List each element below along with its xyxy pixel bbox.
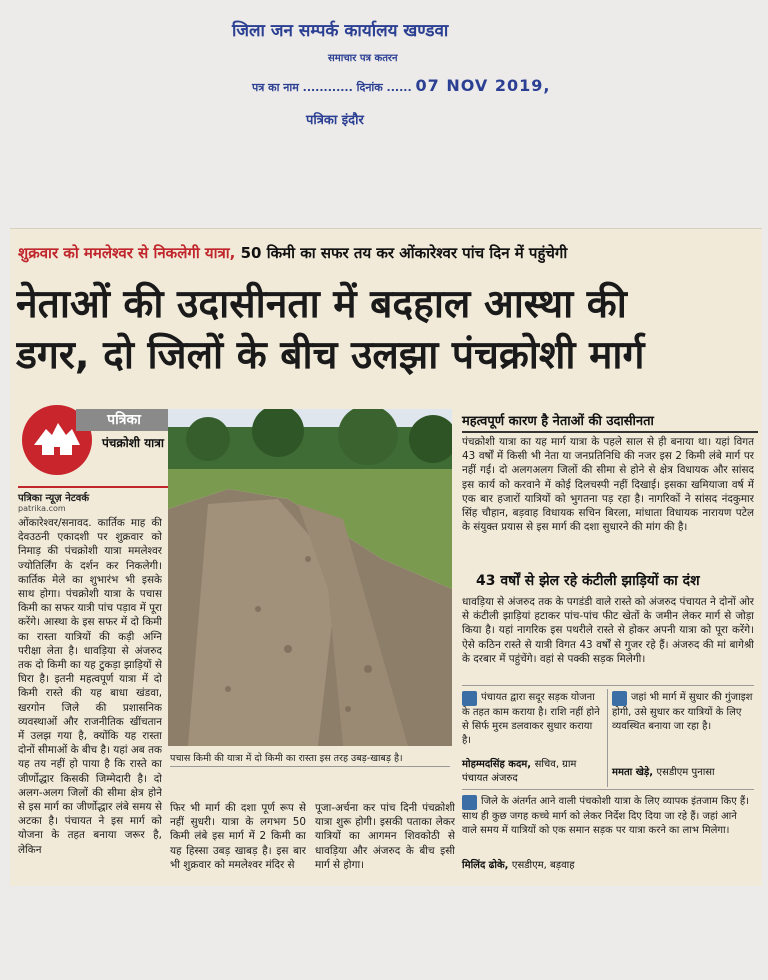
- quote-2-text: जहां भी मार्ग में सुधार की गुंजाइश होगी, उसे सुधार कर यात्रियों के लिए व्यवस्थित बनाया जा रहा है।: [612, 692, 753, 732]
- quote-3-name: मिलिंद ढोके,: [462, 860, 509, 871]
- quote-3-attribution: [462, 857, 754, 871]
- byline-name: पत्रिका न्यूज़ नेटवर्क: [18, 493, 90, 504]
- quote-2-role: एसडीएम पुनासा: [656, 767, 715, 778]
- subhead-1: महत्वपूर्ण कारण है नेताओं की उदासीनता: [462, 411, 758, 433]
- quote-icon: [462, 795, 477, 810]
- byline: [18, 486, 168, 513]
- quote-3-text: जिले के अंतर्गत आने वाली पंचकोशी यात्रा के लिए व्यापक इंतजाम किए हैं। साथ ही कुछ जगह कच्चे मार्ग को लेकर निर्देश दिए दिया जा रहे हैं। जहां आने वाले समय में यात्रियों को एक समान सड़क पर यात्रा करने का लाभ मिलेगा।: [462, 796, 750, 836]
- stamp-date-line: [252, 76, 550, 95]
- divider-vertical: [607, 689, 608, 787]
- quote-3: [462, 795, 754, 851]
- article-column-1: ओंकारेश्वर/सनावद. कार्तिक माह की देवउठनी एकादशी पर शुक्रवार को निमाड़ की पंचक्रोशी यात्रा ममलेश्वर ज्योतिर्लिंग के दर्शन कर निकलेगी। कार्तिक मेले का शुभारंभ भी इसके साथ होगा। पंचक्रोशी यात्रा के पचास किमी का सफर यात्री पांच पड़ाव में पूरा करेंगे। आस्था के इस सफर में दो किमी का रास्ता यात्रियों की कड़ी अग्नि परीक्षा लेता है। धावड़िया से अंजरुद तक दो किमी का यह टुकड़ा झाड़ियों से घिरा है। इतनी महत्वपूर्ण यात्रा में दो किमी रास्ते की यह बाधा खंडवा, खरगोन जिले की प्रशासनिक व्यवस्थाओं और राजनीतिक खींचतान में उलझ गया है, क्योंकि यह रास्ता दोनों सीमाओं के बीच है। यहां अब तक यह तय नहीं हो पाया है कि रास्ते का जीर्णोद्धार किसकी जिम्मेदारी है। दो अलग-अलग जिलों की सीमा क्षेत्र होने से इस मार्ग का जीर्णोद्धार लंबे समय से अटका है। पंचायत ने इस मार्ग को योजना के तहत बनाया जरूर है, लेकिन: [18, 517, 162, 856]
- logo-brand: पत्रिका: [76, 409, 172, 431]
- quote-1-attribution: [462, 756, 602, 784]
- paragraph-2: धावड़िया से अंजरुद तक के पगडंडी वाले रास्ते को अंजरुद पंचायत ने दोनों ओर से कंटीली झाड़ियां हटाकर पांच-पांच फीट खेतों के जमीन लेकर मार्ग से जोड़ा किया है। यहां नागरिक इस पथरीले रास्ते से होकर अपनी यात्रा को पूरा करेंगे। ऐसे कठिन रास्ते से यात्री विगत 43 वर्षों से गुजर रहे हैं। अंजरुद की मां बागेश्री के दरबार में पहुंचेंगे। वहां से पक्की सड़क मिलेगी।: [462, 596, 754, 665]
- article-column-2: फिर भी मार्ग की दशा पूर्ण रूप से नहीं सुधरी। यात्रा के लगभग 50 किमी लंबे इस मार्ग में 2 किमी का यह हिस्सा उबड़ खाबड़ है। इस बार भी शुक्रवार को ममलेश्वर मंदिर से: [170, 802, 306, 871]
- quote-1-name: मोहम्मदसिंह कदम,: [462, 759, 532, 770]
- byline-website: patrika.com: [18, 504, 66, 513]
- quote-2: [612, 691, 754, 751]
- kicker-red: शुक्रवार को ममलेश्वर से निकलेगी यात्रा,: [18, 244, 236, 262]
- headline-line-1: नेताओं की उदासीनता में बदहाल आस्था की: [16, 282, 627, 327]
- stamp-paper-name: पत्रिका इंदौर: [306, 113, 364, 128]
- newspaper-clipping: [10, 228, 762, 886]
- logo-series: पंचक्रोशी यात्रा: [101, 436, 164, 450]
- quote-2-name: ममता खेड़े,: [612, 767, 654, 778]
- stamp-date-label: दिनांक ......: [356, 81, 412, 94]
- quote-3-role: एसडीएम, बड़वाह: [511, 860, 575, 871]
- stamp-office: जिला जन सम्पर्क कार्यालय खण्डवा: [232, 21, 449, 41]
- road-photo: [168, 409, 452, 746]
- subhead-2: 43 वर्षों से झेल रहे कंटीली झाड़ियों का दंश: [476, 573, 700, 589]
- paragraph-1: पंचक्रोशी यात्रा का यह मार्ग यात्रा के पहले साल से ही बनाया था। यहां विगत 43 वर्षों में किसी भी नेता या जनप्रतिनिधि की नजर इस 2 किमी लंबे मार्ग पर नहीं गई। दो अलगअलग जिलों की सीमा से होने से क्षेत्र विधायक और सांसद इस कार्य को करवाने में कोई दिलचस्पी नहीं दिखाई। इसका खमियाजा वर्ष में एक बार हजारों यात्रियों को भुगतना पड़ रहा है। नागरिकों ने सांसद नंदकुमार सिंह चौहान, बड़वाह विधायक सचिन बिरला, मांधाता विधायक नारायण पटेल के संयुक्त प्रयास से इस मार्ग की दशा सुधारने की मांग की है।: [462, 436, 754, 534]
- stamp-paper-label: पत्र का नाम ............: [252, 81, 353, 94]
- stamp-section: समाचार पत्र कतरन: [328, 53, 398, 64]
- headline: [16, 279, 758, 381]
- quote-1-role: सचिव, ग्राम पंचायत अंजरुद: [462, 759, 577, 784]
- quote-1-text: पंचायत द्वारा सदूर सड़क योजना के तहत काम कराया है। राशि नहीं होने से सिर्फ मुरम डलवाकर सुधार कराया है।: [462, 692, 600, 746]
- quote-icon: [462, 691, 477, 706]
- quote-2-attribution: [612, 764, 754, 778]
- stamp-date: 07 NOV 2019,: [415, 76, 551, 95]
- divider: [462, 685, 754, 686]
- photo-caption: पचास किमी की यात्रा में दो किमी का रास्ता इस तरह उबड़-खाबड़ है।: [170, 751, 450, 767]
- kicker-line: [18, 243, 758, 263]
- kicker-text: 50 किमी का सफर तय कर ओंकारेश्वर पांच दिन में पहुंचेगी: [240, 244, 568, 262]
- article-column-3: पूजा-अर्चना कर पांच दिनी पंचक्रोशी यात्रा शुरू होगी। इसकी पताका लेकर यात्रियों का आगमन शिवकोठी से धावड़िया और अंजरुद के बीच इसी मार्ग से होगा।: [315, 802, 455, 871]
- headline-line-2: डगर, दो जिलों के बीच उलझा पंचक्रोशी मार्ग: [16, 333, 645, 378]
- quote-1: [462, 691, 602, 751]
- patrika-logo: [22, 405, 172, 475]
- quote-icon: [612, 691, 627, 706]
- divider: [462, 789, 754, 790]
